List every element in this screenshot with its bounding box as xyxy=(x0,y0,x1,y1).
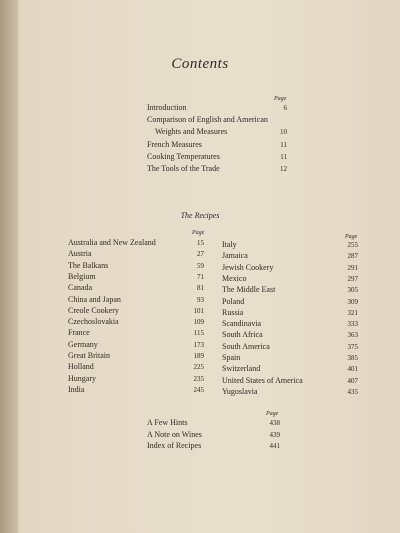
toc-entry-page: 27 xyxy=(197,250,204,259)
toc-entry-title: Scandinavia xyxy=(222,319,262,329)
toc-entry-page: 235 xyxy=(193,374,204,383)
toc-entry-title: Spain xyxy=(222,353,241,362)
toc-entry-title: Holland xyxy=(68,362,94,372)
toc-entry-title: Germany xyxy=(68,339,98,349)
toc-entry-page: 225 xyxy=(193,363,204,372)
toc-entry-page: 189 xyxy=(193,352,204,360)
toc-entry-page: 255 xyxy=(347,241,358,249)
toc-entry-page: 333 xyxy=(347,320,358,329)
page-column-header-right: Page xyxy=(345,234,358,240)
toc-entry-page: 441 xyxy=(269,442,280,450)
toc-entry-page: 6 xyxy=(283,104,287,112)
toc-entry-title: Comparison of English and American xyxy=(147,115,268,125)
toc-entry-title: A Note on Wines xyxy=(147,429,202,439)
toc-entry-page: 309 xyxy=(347,297,358,306)
toc-entry-page: 291 xyxy=(347,263,358,272)
toc-entry-page: 81 xyxy=(197,284,204,293)
toc-entry-page: 305 xyxy=(347,286,358,295)
toc-entry-title: Poland xyxy=(222,296,245,306)
toc-entry-title: The Tools of the Trade xyxy=(147,164,220,173)
toc-entry-page: 10 xyxy=(280,128,287,137)
toc-entry-title: Index of Recipes xyxy=(147,441,202,450)
toc-entry-title: Austria xyxy=(68,249,92,259)
toc-entry-title: Switzerland xyxy=(222,364,261,374)
page-column-header-left: Page xyxy=(192,230,205,236)
toc-entry-title: Jamaica xyxy=(222,251,248,261)
toc-entry-page: 435 xyxy=(347,387,358,396)
toc-entry-page: 363 xyxy=(347,331,358,340)
page-title: Contents xyxy=(171,56,229,72)
page-gutter xyxy=(0,0,18,533)
toc-entry-title: French Measures xyxy=(147,139,202,149)
toc-entry-page: 438 xyxy=(269,419,280,427)
toc-entry-title: Introduction xyxy=(147,103,187,112)
toc-entry-page: 11 xyxy=(280,152,287,161)
toc-entry-title: India xyxy=(68,384,85,394)
toc-entry-page: 11 xyxy=(280,140,287,149)
toc-entry-title: Hungary xyxy=(68,373,96,383)
toc-entry-title: Australia and New Zealand xyxy=(68,238,156,247)
toc-entry-page: 297 xyxy=(347,274,358,283)
toc-entry-title: United States of America xyxy=(222,375,303,385)
toc-entry-title: Mexico xyxy=(222,273,247,283)
toc-entry-title: Italy xyxy=(222,240,237,249)
toc-entry-title: Jewish Cookery xyxy=(222,262,274,272)
toc-entry-page: 109 xyxy=(193,318,204,327)
toc-entry-page: 115 xyxy=(193,329,204,338)
toc-entry-title: South America xyxy=(222,341,270,351)
toc-entry-title: The Middle East xyxy=(222,285,276,295)
toc-entry-page: 401 xyxy=(347,365,358,374)
toc-entry-title: The Balkans xyxy=(68,260,109,270)
toc-entry-page: 15 xyxy=(197,239,204,247)
toc-entry-title: Cooking Temperatures xyxy=(147,151,220,161)
toc-entry-page: 12 xyxy=(280,165,287,173)
toc-entry-title: A Few Hints xyxy=(147,418,188,427)
toc-entry-title: Great Britain xyxy=(68,351,110,360)
toc-entry-title: Yugoslavia xyxy=(222,386,258,396)
recipes-heading: The Recipes xyxy=(180,211,220,220)
toc-entry-page: 385 xyxy=(347,354,358,362)
toc-entry-title: Russia xyxy=(222,307,244,317)
page-column-header: Page xyxy=(274,96,287,102)
toc-entry-page: 375 xyxy=(347,342,358,351)
toc-entry-page: 245 xyxy=(193,385,204,394)
toc-entry-title: Belgium xyxy=(68,271,96,281)
toc-entry-title: China and Japan xyxy=(68,294,121,304)
toc-entry-title: Czechoslovakia xyxy=(68,317,119,327)
toc-entry-title: France xyxy=(68,328,90,338)
toc-entry-page: 321 xyxy=(347,308,358,317)
toc-entry-page: 101 xyxy=(193,306,204,315)
page-column-header-back: Page xyxy=(266,411,279,417)
toc-entry-page: 173 xyxy=(193,340,204,349)
toc-entry-page: 93 xyxy=(197,295,204,304)
toc-entry-page: 59 xyxy=(197,261,204,270)
toc-entry-title: Creole Cookery xyxy=(68,305,119,315)
toc-entry-page: 439 xyxy=(269,430,280,439)
toc-entry-page: 287 xyxy=(347,252,358,261)
toc-entry-title: Weights and Measures xyxy=(155,127,228,137)
toc-entry-title: Canada xyxy=(68,283,92,293)
toc-entry-page: 407 xyxy=(347,376,358,385)
toc-entry-title: South Africa xyxy=(222,330,263,340)
toc-entry-page: 71 xyxy=(197,272,204,281)
